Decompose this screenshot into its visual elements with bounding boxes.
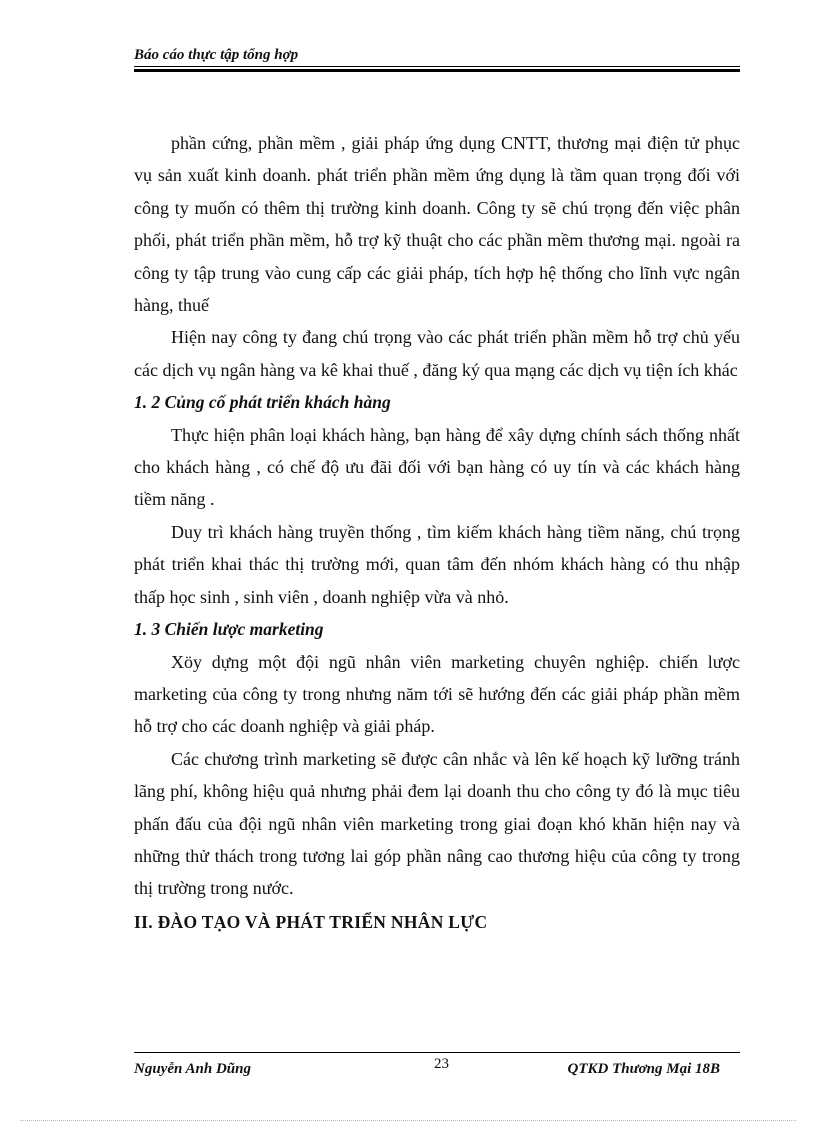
footer-class: QTKD Thương Mại 18B (567, 1061, 720, 1077)
paragraph: phần cứng, phần mềm , giải pháp ứng dụng CNTT, thương mại điện tử phục vụ sản xuất kinh doanh. phát triển phần mềm ứng dụng là tầm quan trọng đối với công ty muốn có thêm thị trường kinh doanh. Công ty sẽ chú trọng đến việc phân phối, phát triển phần mềm, hỗ trợ kỹ thuật cho các phần mềm thương mại. ngoài ra công ty tập trung vào cung cấp các giải pháp, tích hợp hệ thống cho lĩnh vực ngân hàng, thuế (134, 133, 740, 316)
paragraph: Các chương trình marketing sẽ được cân nhắc và lên kế hoạch kỹ lưỡng tránh lãng phí, không hiệu quả nhưng phải đem lại doanh thu cho công ty đó là mục tiêu phấn đấu của đội ngũ nhân viên marketing trong giai đoạn khó khăn hiện nay và những thử thách trong tương lai góp phần nâng cao thương hiệu của công ty trong thị trường trong nước. (134, 748, 740, 899)
header-rule-thick (134, 69, 740, 72)
page-body (134, 127, 740, 939)
footer-author: Nguyễn Anh Dũng (134, 1061, 251, 1077)
page-header (134, 44, 740, 72)
page-footer (134, 1052, 740, 1081)
paragraph: Hiện nay công ty đang chú trọng vào các phát triển phần mềm hỗ trợ chủ yếu các dịch vụ ngân hàng va kê khai thuế , đăng ký qua mạng các dịch vụ tiện ích khác (134, 327, 740, 380)
section-heading: 1. 2 Củng cố phát triển khách hàng (134, 392, 391, 413)
paragraph: Xöy dựng một đội ngũ nhân viên marketing chuyên nghiệp. chiến lược marketing của công ty trong nhưng năm tới sẽ hướng đến các giải pháp phần mềm hỗ trợ cho các doanh nghiệp và giải pháp. (134, 651, 740, 737)
header-title: Báo cáo thực tập tổng hợp (134, 47, 299, 63)
paragraph: Duy trì khách hàng truyền thống , tìm kiếm khách hàng tiềm năng, chú trọng phát triển khai thác thị trường mới, quan tâm đến nhóm khách hàng có thu nhập thấp học sinh , sinh viên , doanh nghiệp vừa và nhỏ. (134, 521, 740, 607)
page-bottom-divider (20, 1120, 796, 1121)
section-heading: 1. 3 Chiến lược marketing (134, 619, 324, 640)
page-number: 23 (434, 1056, 449, 1072)
chapter-heading: II. ĐÀO TẠO VÀ PHÁT TRIỂN NHÂN LỰC (134, 911, 488, 932)
header-rule-thin (134, 66, 740, 67)
paragraph: Thực hiện phân loại khách hàng, bạn hàng để xây dựng chính sách thống nhất cho khách hàng , có chế độ ưu đãi đối với bạn hàng có uy tín và các khách hàng tiềm năng . (134, 424, 740, 510)
